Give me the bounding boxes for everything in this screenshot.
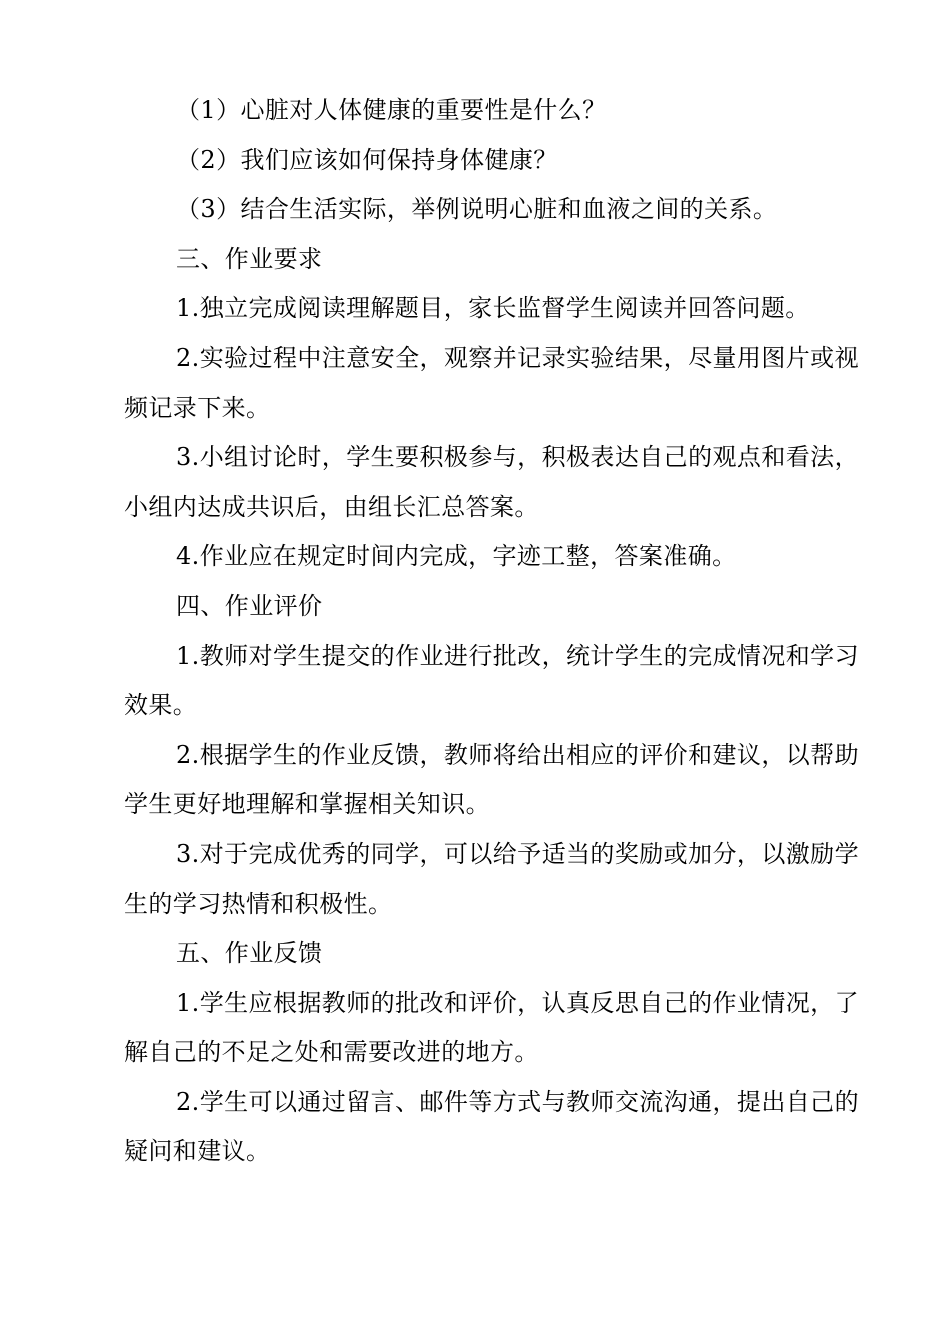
requirement-item-4: 4.作业应在规定时间内完成，字迹工整，答案准确。 (176, 542, 737, 571)
evaluation-item-2: 2.根据学生的作业反馈，教师将给出相应的评价和建议，以帮助学生更好地理解和掌握相关知识。 (124, 740, 859, 819)
evaluation-item-3: 3.对于完成优秀的同学，可以给予适当的奖励或加分，以激励学生的学习热情和积极性。 (124, 839, 859, 918)
feedback-item-2: 2.学生可以通过留言、邮件等方式与教师交流沟通，提出自己的疑问和建议。 (124, 1087, 859, 1166)
requirement-item-3: 3.小组讨论时，学生要积极参与，积极表达自己的观点和看法，小组内达成共识后，由组长汇总答案。 (124, 443, 859, 521)
question-item-3: （3）结合生活实际，举例说明心脏和血液之间的关系。 (176, 195, 778, 224)
feedback-item-1: 1.学生应根据教师的批改和评价，认真反思自己的作业情况，了解自己的不足之处和需要改进的地方。 (124, 988, 859, 1067)
document-body (124, 86, 859, 1177)
evaluation-item-1: 1.教师对学生提交的作业进行批改，统计学生的完成情况和学习效果。 (124, 641, 859, 720)
question-item-2: （2）我们应该如何保持身体健康？ (176, 145, 558, 174)
section-heading-requirements: 三、作业要求 (176, 244, 323, 273)
question-item-1: （1）心脏对人体健康的重要性是什么？ (176, 96, 607, 124)
section-heading-evaluation: 四、作业评价 (176, 591, 323, 620)
section-heading-feedback: 五、作业反馈 (176, 939, 323, 968)
requirement-item-1: 1.独立完成阅读理解题目，家长监督学生阅读并回答问题。 (176, 294, 810, 323)
requirement-item-2: 2.实验过程中注意安全，观察并记录实验结果，尽量用图片或视频记录下来。 (124, 343, 859, 422)
